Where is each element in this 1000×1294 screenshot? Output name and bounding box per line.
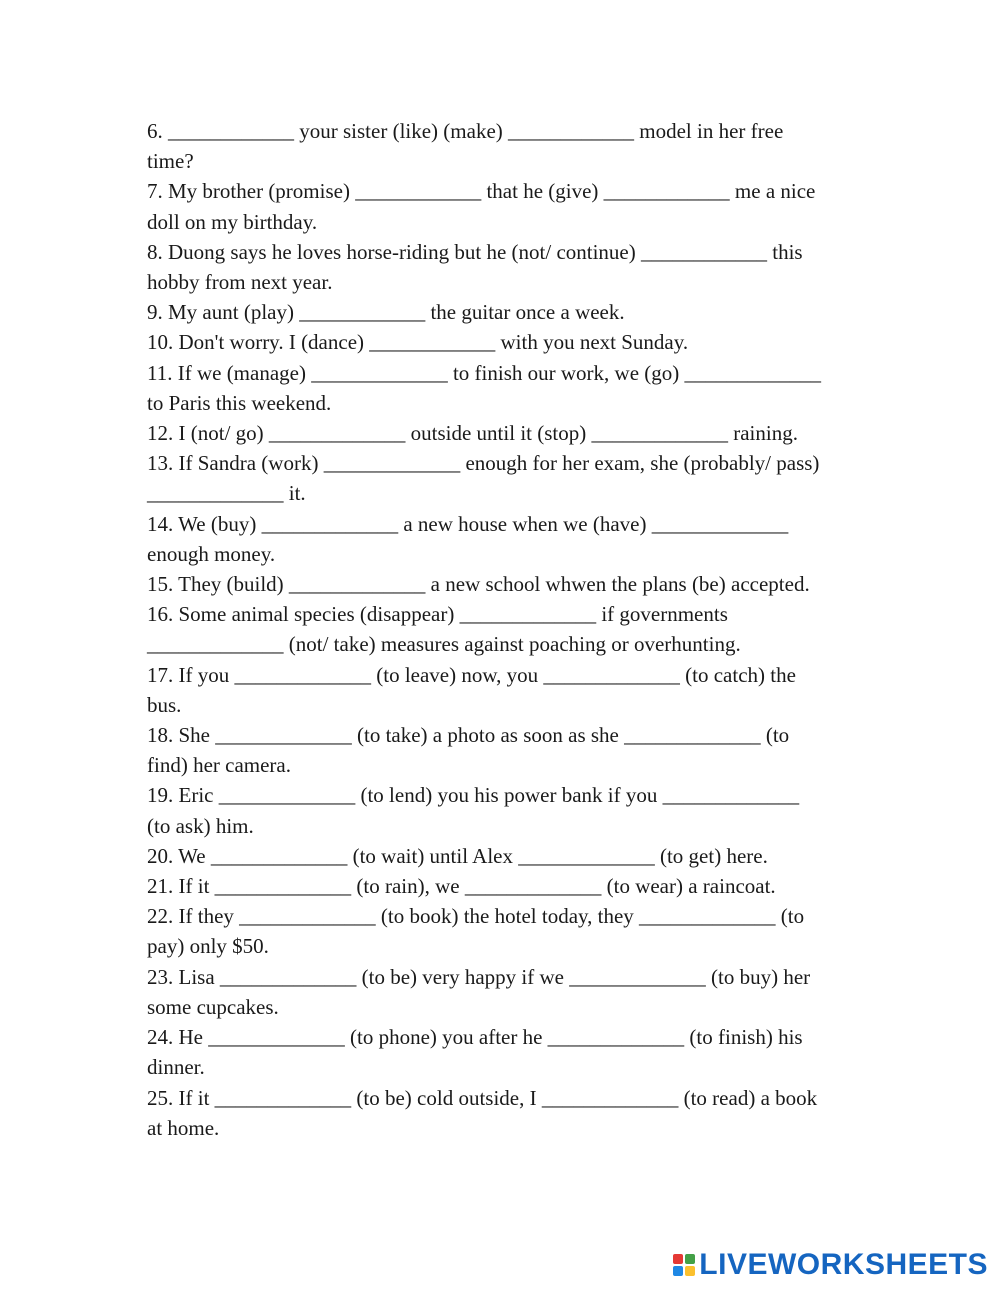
worksheet-line: 23. Lisa _____________ (to be) very happy if we _____________ (to buy) her xyxy=(147,964,811,989)
worksheet-line: 24. He _____________ (to phone) you after he _____________ (to finish) his xyxy=(147,1025,803,1050)
worksheet-line: (to ask) him. xyxy=(147,813,254,838)
worksheet-line: 8. Duong says he loves horse-riding but he (not/ continue) ____________ this xyxy=(147,239,803,264)
worksheet-line: 10. Don't worry. I (dance) ____________ with you next Sunday. xyxy=(147,330,689,355)
worksheet-line: find) her camera. xyxy=(147,753,291,778)
worksheet-line: to Paris this weekend. xyxy=(147,390,332,415)
worksheet-line: 22. If they _____________ (to book) the hotel today, they _____________ (to xyxy=(147,904,805,929)
worksheet-line: 6. ____________ your sister (like) (make) ____________ model in her free xyxy=(147,119,784,143)
worksheet-line: doll on my birthday. xyxy=(147,209,318,234)
worksheet-line: dinner. xyxy=(147,1055,205,1080)
worksheet-line: some cupcakes. xyxy=(147,994,279,1019)
worksheet-line: 17. If you _____________ (to leave) now, you _____________ (to catch) the xyxy=(147,662,796,687)
worksheet-line: 13. If Sandra (work) _____________ enough for her exam, she (probably/ pass) xyxy=(147,451,820,476)
worksheet-line: 7. My brother (promise) ____________ that he (give) ____________ me a nice xyxy=(147,179,816,204)
worksheet-line: 15. They (build) _____________ a new school whwen the plans (be) accepted. xyxy=(147,572,810,597)
worksheet-line: 12. I (not/ go) _____________ outside until it (stop) _____________ raining. xyxy=(147,421,798,446)
worksheet-line: _____________ (not/ take) measures against poaching or overhunting. xyxy=(147,632,741,657)
worksheet-line: 21. If it _____________ (to rain), we _____________ (to wear) a raincoat. xyxy=(147,874,776,899)
liveworksheets-logo-icon xyxy=(673,1254,695,1276)
worksheet-line: 20. We _____________ (to wait) until Alex _____________ (to get) here. xyxy=(147,843,768,868)
worksheet-line: _____________ it. xyxy=(147,481,306,506)
worksheet-line: bus. xyxy=(147,692,182,717)
worksheet-line: 16. Some animal species (disappear) _____________ if governments xyxy=(147,602,728,627)
worksheet-line: hobby from next year. xyxy=(147,270,333,295)
liveworksheets-watermark xyxy=(673,1248,988,1282)
worksheet-line: 14. We (buy) _____________ a new house when we (have) _____________ xyxy=(147,511,789,536)
worksheet-line: 25. If it _____________ (to be) cold outside, I _____________ (to read) a book xyxy=(147,1085,818,1110)
worksheet-line: pay) only $50. xyxy=(147,934,269,959)
worksheet-line: time? xyxy=(147,149,194,174)
worksheet-line: 9. My aunt (play) ____________ the guitar once a week. xyxy=(147,300,625,325)
worksheet-body xyxy=(147,116,887,1143)
worksheet-line: 19. Eric _____________ (to lend) you his power bank if you _____________ xyxy=(147,783,800,808)
watermark-text: LIVEWORKSHEETS xyxy=(699,1248,988,1281)
worksheet-line: at home. xyxy=(147,1115,220,1140)
worksheet-line: 18. She _____________ (to take) a photo as soon as she _____________ (to xyxy=(147,723,790,748)
worksheet-line: enough money. xyxy=(147,541,276,566)
worksheet-line: 11. If we (manage) _____________ to finish our work, we (go) _____________ xyxy=(147,360,822,385)
